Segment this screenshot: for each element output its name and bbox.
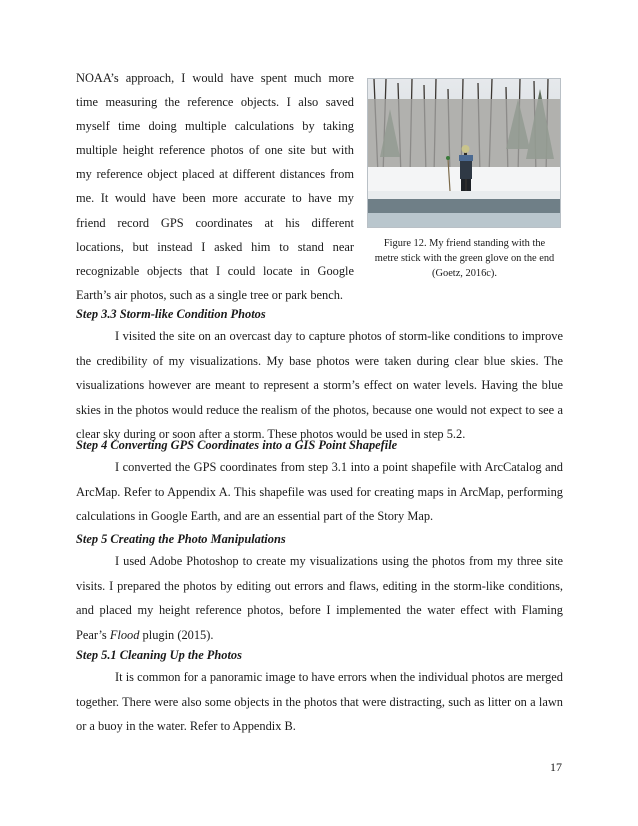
intro-line: Earth’s air photos, such as a single tree or park bench. [76,287,344,302]
intro-line: friend record GPS coordinates at his different [76,215,354,230]
caption-line: Figure 12. My friend standing with the [383,238,546,249]
snow-scene-photo [367,78,561,228]
section-body: I used Adobe Photoshop to create my visualizations using the photos from my three site visits. I prepared the photos by editing out errors and flaws, editing in the storm-like conditions, and placed my height reference photos, before I implemented the water effect with Flaming Pear’s Flood plugin (2015). [76,554,563,642]
intro-line: NOAA’s approach, I would have spent much more [76,71,354,85]
intro-line: my reference object placed at different distances from [76,167,354,182]
section-step-3-3 [76,304,563,447]
intro-line: multiple height reference photos of one site but with [76,143,354,158]
intro-line: recognizable objects that I could locate in Google [76,263,354,278]
section-heading: Step 5 Creating the Photo Manipulations [76,532,286,546]
section-body: I visited the site on an overcast day to capture photos of storm-like conditions to improve the credibility of my visualizations. My base photos were taken during clear blue skies. The visualizations however are meant to represent a storm’s effect on water levels. Having the blue skies in the photos would reduce the realism of the photos, because one would not expect to see a clear sky during or soon after a storm. These photos would be used in step 5.2. [76,329,563,442]
section-body: It is common for a panoramic image to have errors when the individual photos are merged together. There were also some objects in the photos that were distracting, such as litter on a lawn or a buoy in the water. Refer to Appendix B. [76,670,563,734]
intro-line: me. It would have been more accurate to have my [76,191,354,206]
figure-caption [367,236,562,281]
section-body: I converted the GPS coordinates from step 3.1 into a point shapefile with ArcCatalog and ArcMap. Refer to Appendix A. This shapefile was used for creating maps in ArcMap, performing calculations in Google Earth, and are an essential part of the Story Map. [76,460,563,524]
section-heading: Step 5.1 Cleaning Up the Photos [76,648,242,662]
section-step-4 [76,435,563,529]
intro-line: myself time doing multiple calculations by taking [76,119,354,134]
intro-line: time measuring the reference objects. I also saved [76,95,354,110]
intro-line: locations, but instead I asked him to stand near [76,239,354,254]
intro-paragraph [76,66,354,307]
section-step-5-1 [76,645,563,739]
figure-12 [367,78,562,281]
section-heading: Step 4 Converting GPS Coordinates into a GIS Point Shapefile [76,438,398,452]
plugin-name: Flood [109,627,140,642]
caption-line: metre stick with the green glove on the end [374,253,555,264]
section-step-5 [76,529,563,647]
page-number: 17 [550,760,562,774]
section-heading: Step 3.3 Storm-like Condition Photos [76,307,266,321]
caption-line: (Goetz, 2016c). [432,268,497,279]
